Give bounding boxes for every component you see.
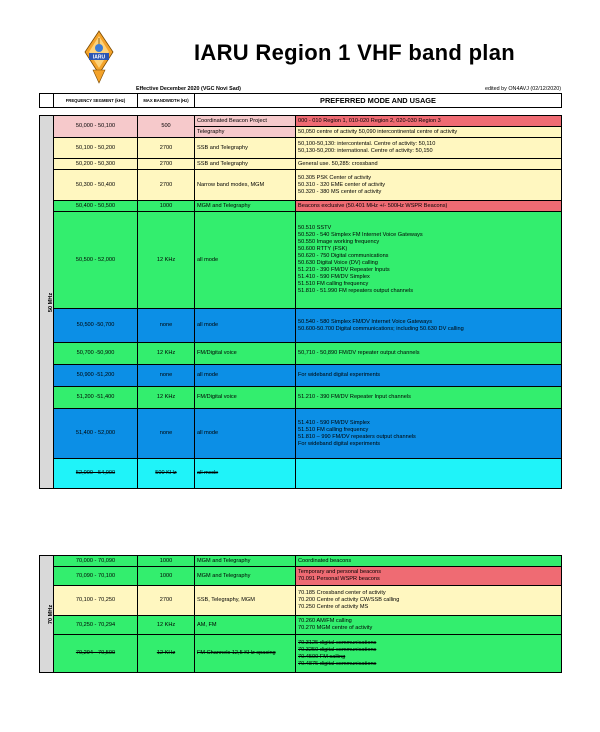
band-70-table bbox=[39, 555, 562, 673]
max-bandwidth: 12 KHz bbox=[138, 616, 195, 635]
frequency-segment: 50,000 - 50,100 bbox=[54, 116, 138, 138]
mode-cell: MGM and Telegraphy bbox=[195, 567, 296, 586]
max-bandwidth: none bbox=[138, 365, 195, 387]
band-row bbox=[40, 343, 562, 365]
mode-cell: SSB and Telegraphy bbox=[195, 159, 296, 170]
frequency-segment: 50,400 - 50,500 bbox=[54, 201, 138, 212]
frequency-segment: 50,300 - 50,400 bbox=[54, 170, 138, 201]
mode-cell: FM/Digital voice bbox=[195, 387, 296, 409]
max-bandwidth: 12 KHz bbox=[138, 343, 195, 365]
frequency-segment: 70,100 - 70,250 bbox=[54, 586, 138, 616]
max-bandwidth: 12 KHz bbox=[138, 212, 195, 309]
page-title: IARU Region 1 VHF band plan bbox=[194, 40, 515, 65]
band-row bbox=[40, 586, 562, 616]
usage-cell: For wideband digital experiments bbox=[296, 365, 562, 387]
band-row bbox=[40, 116, 562, 127]
max-bandwidth: 1000 bbox=[138, 567, 195, 586]
max-bandwidth: 1000 bbox=[138, 556, 195, 567]
column-header-table bbox=[39, 93, 562, 108]
frequency-segment: 51,400 - 52,000 bbox=[54, 409, 138, 459]
frequency-segment: 51,200 -51,400 bbox=[54, 387, 138, 409]
max-bandwidth: 12 KHz bbox=[138, 387, 195, 409]
mode-cell: SSB and Telegraphy bbox=[195, 138, 296, 159]
usage-cell: 50,710 - 50,890 FM/DV repeater output channels bbox=[296, 343, 562, 365]
mode-cell: MGM and Telegraphy bbox=[195, 556, 296, 567]
band-row bbox=[40, 170, 562, 201]
mode-cell: AM, FM bbox=[195, 616, 296, 635]
max-bandwidth: 2700 bbox=[138, 138, 195, 159]
band-label: 70 MHz bbox=[48, 604, 55, 624]
usage-cell: Coordinated beacons bbox=[296, 556, 562, 567]
frequency-segment: 70,000 - 70,090 bbox=[54, 556, 138, 567]
usage-cell: 70.3125 digital communications 70.3250 digital communications 70.4500 FM calling 70.4875 digital communications bbox=[296, 635, 562, 673]
max-bandwidth: 2700 bbox=[138, 159, 195, 170]
frequency-segment: 50,700 -50,900 bbox=[54, 343, 138, 365]
usage-cell: 51.210 - 390 FM/DV Repeater Input channels bbox=[296, 387, 562, 409]
band-row bbox=[40, 212, 562, 309]
max-bandwidth: none bbox=[138, 309, 195, 343]
band-row bbox=[40, 635, 562, 673]
frequency-segment: 70,294 - 70,500 bbox=[54, 635, 138, 673]
usage-cell: 50.540 - 580 Simplex FM/DV Internet Voice Gateways 50.600-50.700 Digital communications; including 50.630 DV calling bbox=[296, 309, 562, 343]
band-label-cell bbox=[40, 556, 54, 673]
band-row bbox=[40, 556, 562, 567]
band-50-table bbox=[39, 115, 562, 489]
max-bandwidth: 500 KHz bbox=[138, 459, 195, 489]
usage-cell: 51.410 - 590 FM/DV Simplex 51.510 FM calling frequency 51.810 – 990 FM/DV repeaters output channels For wideband digital experiments bbox=[296, 409, 562, 459]
band-row bbox=[40, 138, 562, 159]
frequency-segment: 52,000 - 54,000 bbox=[54, 459, 138, 489]
mode-cell: Narrow band modes, MGM bbox=[195, 170, 296, 201]
mode-cell: all mode bbox=[195, 365, 296, 387]
band-label: 50 MHz bbox=[48, 292, 55, 312]
band-row bbox=[40, 201, 562, 212]
mode-cell: all mode bbox=[195, 459, 296, 489]
mode-cell: SSB, Telegraphy, MGM bbox=[195, 586, 296, 616]
header-band-cell bbox=[40, 94, 54, 108]
usage-cell: 70.260 AM/FM calling 70.270 MGM centre of activity bbox=[296, 616, 562, 635]
usage-cell bbox=[296, 459, 562, 489]
frequency-segment: 50,500 -50,700 bbox=[54, 309, 138, 343]
usage-cell: 50,050 centre of activity 50,090 intercontinental centre of activity bbox=[296, 127, 562, 138]
band-row bbox=[40, 567, 562, 586]
mode-cell: FM Channels 12,5 KHz spacing bbox=[195, 635, 296, 673]
max-bandwidth: none bbox=[138, 409, 195, 459]
max-bandwidth: 12 KHz bbox=[138, 635, 195, 673]
mode-cell: MGM and Telegraphy bbox=[195, 201, 296, 212]
logo-text: IARU bbox=[92, 54, 106, 61]
usage-cell: 50,100-50,130: intercontental. Centre of activity: 50,110 50,130-50,200: international. Centre of activity: 50,150 bbox=[296, 138, 562, 159]
usage-cell: Beacons exclusive (50.401 MHz +/- 500Hz WSPR Beacons) bbox=[296, 201, 562, 212]
mode-cell: all mode bbox=[195, 309, 296, 343]
usage-cell: 50.305 PSK Center of activity 50.310 - 320 EME center of activity 50.320 - 380 MS center of activity bbox=[296, 170, 562, 201]
mode-cell: Telegraphy bbox=[195, 127, 296, 138]
frequency-segment: 50,200 - 50,300 bbox=[54, 159, 138, 170]
max-bandwidth: 500 bbox=[138, 116, 195, 138]
band-row bbox=[40, 159, 562, 170]
usage-cell: General use. 50,285: crossband bbox=[296, 159, 562, 170]
mode-cell: Coordinated Beacon Project bbox=[195, 116, 296, 127]
frequency-segment: 50,500 - 52,000 bbox=[54, 212, 138, 309]
band-row bbox=[40, 459, 562, 489]
max-bandwidth: 1000 bbox=[138, 201, 195, 212]
mode-cell: FM/Digital voice bbox=[195, 343, 296, 365]
band-row bbox=[40, 365, 562, 387]
band-row bbox=[40, 309, 562, 343]
frequency-segment: 70,090 - 70,100 bbox=[54, 567, 138, 586]
frequency-segment: 70,250 - 70,294 bbox=[54, 616, 138, 635]
band-label-cell bbox=[40, 116, 54, 489]
usage-cell: 000 - 010 Region 1, 010-020 Region 2, 020-030 Region 3 bbox=[296, 116, 562, 127]
max-bandwidth: 2700 bbox=[138, 170, 195, 201]
max-bandwidth: 2700 bbox=[138, 586, 195, 616]
usage-cell: 50.510 SSTV 50.520 - 540 Simplex FM Internet Voice Gateways 50.550 Image working frequency 50.600 RTTY (FSK) 50.620 - 750 Digital communications 50.630 Digital Voice (DV) calling 51.210 - 390 FM/DV Repeater Inputs 51.410 - 590 FM/DV Simplex 51.510 FM calling frequency 51.810 - 51.990 FM repeaters output channels bbox=[296, 212, 562, 309]
header-freq: FREQUENCY SEGMENT (kHz) bbox=[54, 94, 138, 108]
frequency-segment: 50,900 -51,200 bbox=[54, 365, 138, 387]
mode-cell: all mode bbox=[195, 212, 296, 309]
header-bw: MAX BANDWIDTH (Hz) bbox=[138, 94, 195, 108]
band-row bbox=[40, 409, 562, 459]
frequency-segment: 50,100 - 50,200 bbox=[54, 138, 138, 159]
iaru-logo bbox=[84, 30, 114, 84]
edited-by: edited by ON4AVJ (02/12/2020) bbox=[484, 86, 561, 92]
usage-cell: Temporary and personal beacons 70.091 Personal WSPR beacons bbox=[296, 567, 562, 586]
band-row bbox=[40, 387, 562, 409]
mode-cell: all mode bbox=[195, 409, 296, 459]
band-row bbox=[40, 616, 562, 635]
header-mode: PREFERRED MODE AND USAGE bbox=[195, 94, 562, 108]
usage-cell: 70.185 Crossband center of activity 70.200 Centre of activity CW/SSB calling 70.250 Centre of activity MS bbox=[296, 586, 562, 616]
effective-date: Effective December 2020 (VGC Novi Sad) bbox=[136, 86, 241, 92]
